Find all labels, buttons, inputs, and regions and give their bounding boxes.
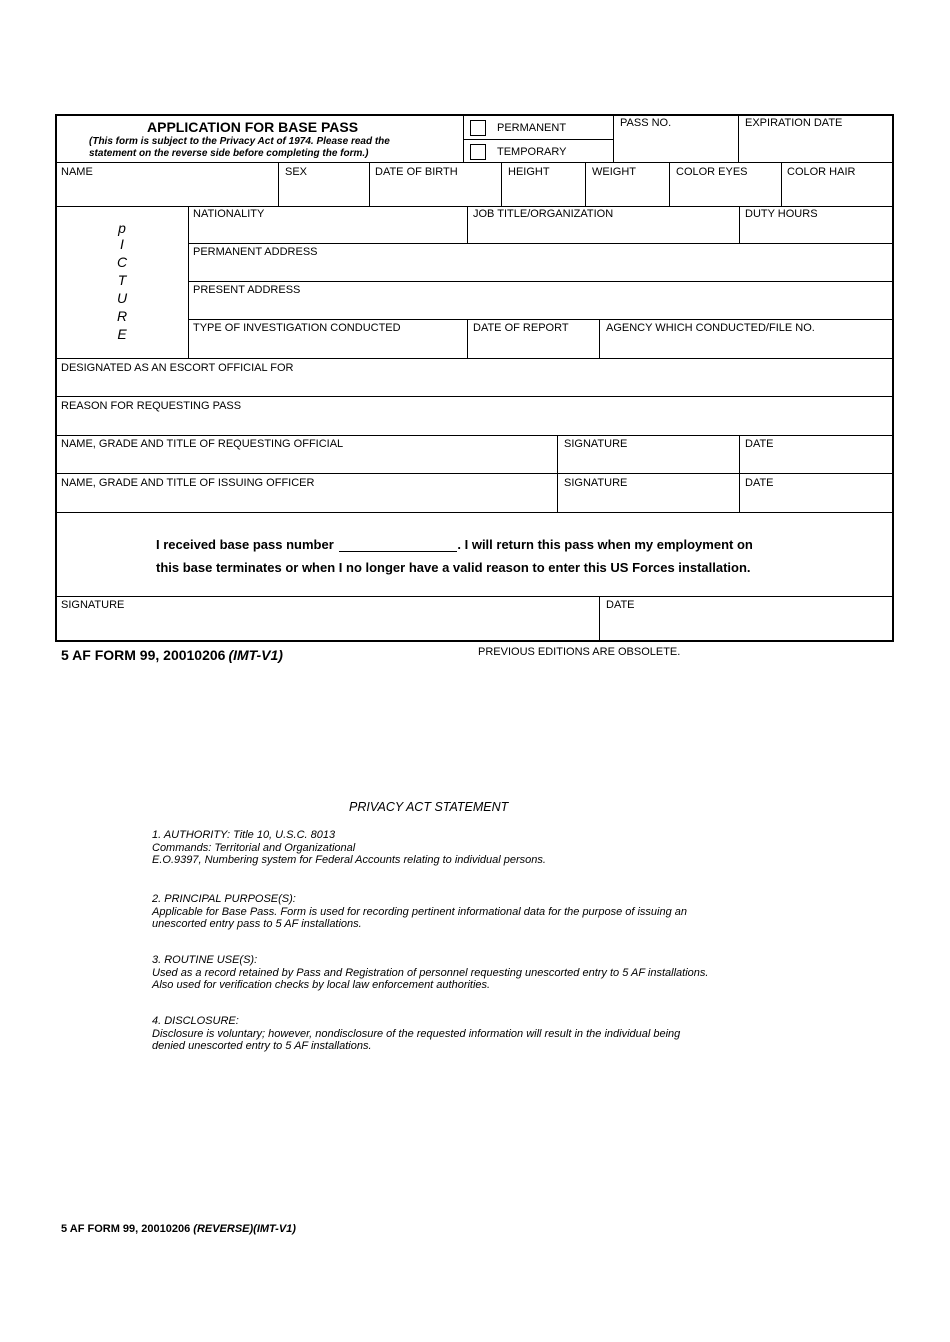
job-title-label: JOB TITLE/ORGANIZATION xyxy=(473,208,614,220)
issuing-signature-label: SIGNATURE xyxy=(564,477,628,489)
issuing-officer-label: NAME, GRADE AND TITLE OF ISSUING OFFICER xyxy=(61,477,315,489)
temporary-checkbox[interactable] xyxy=(470,144,486,160)
privacy-line: E.O.9397, Numbering system for Federal Accounts relating to individual persons. xyxy=(152,854,546,866)
privacy-line: Commands: Territorial and Organizational xyxy=(152,841,356,854)
picture-letter: p xyxy=(118,220,126,236)
privacy-line: 1. AUTHORITY: Title 10, U.S.C. 8013 xyxy=(152,829,336,841)
issuing-date-label: DATE xyxy=(745,477,774,489)
date-of-birth-label: DATE OF BIRTH xyxy=(375,166,458,178)
receipt-line2: this base terminates or when I no longer have a valid reason to enter this US Forces installation. xyxy=(156,560,751,575)
receipt-line1 xyxy=(156,537,753,552)
picture-letter: I xyxy=(120,236,124,252)
pass-no-label: PASS NO. xyxy=(620,117,672,129)
height-label: HEIGHT xyxy=(508,166,550,178)
expiration-date-label: EXPIRATION DATE xyxy=(745,117,843,129)
escort-label: DESIGNATED AS AN ESCORT OFFICIAL FOR xyxy=(61,362,294,374)
picture-letter: T xyxy=(117,272,127,288)
requesting-date-label: DATE xyxy=(745,438,774,450)
duty-hours-label: DUTY HOURS xyxy=(745,208,818,220)
form-version: (IMT-V1) xyxy=(228,647,283,663)
date-of-report-label: DATE OF REPORT xyxy=(473,322,569,334)
weight-label: WEIGHT xyxy=(592,166,636,178)
sex-label: SEX xyxy=(285,166,308,178)
nationality-label: NATIONALITY xyxy=(193,208,265,220)
privacy-line: 2. PRINCIPAL PURPOSE(S): xyxy=(152,893,296,905)
picture-letter: E xyxy=(117,326,127,342)
requesting-signature-label: SIGNATURE xyxy=(564,438,628,450)
applicant-signature-label: SIGNATURE xyxy=(61,599,125,611)
form-number: 5 AF FORM 99, 20010206 xyxy=(61,647,226,663)
permanent-address-label: PERMANENT ADDRESS xyxy=(193,246,318,258)
reverse-form-number: 5 AF FORM 99, 20010206 xyxy=(61,1223,191,1235)
picture-letter: R xyxy=(116,308,128,324)
requesting-official-label: NAME, GRADE AND TITLE OF REQUESTING OFFICIAL xyxy=(61,438,344,450)
previous-editions-note: PREVIOUS EDITIONS ARE OBSOLETE. xyxy=(478,646,681,658)
permanent-label: PERMANENT xyxy=(497,122,567,134)
form-title: APPLICATION FOR BASE PASS xyxy=(147,119,359,135)
reason-label: REASON FOR REQUESTING PASS xyxy=(61,400,242,412)
privacy-line: unescorted entry pass to 5 AF installations. xyxy=(152,918,362,930)
reverse-footer xyxy=(61,1223,296,1235)
investigation-type-label: TYPE OF INVESTIGATION CONDUCTED xyxy=(193,322,401,334)
privacy-note-line1: (This form is subject to the Privacy Act of 1974. Please read the xyxy=(89,136,390,147)
privacy-line: 4. DISCLOSURE: xyxy=(152,1015,239,1027)
color-eyes-label: COLOR EYES xyxy=(676,166,748,178)
picture-letter: C xyxy=(116,254,128,270)
present-address-label: PRESENT ADDRESS xyxy=(193,284,301,296)
receipt-text-part1: I received base pass number xyxy=(156,537,334,552)
privacy-line: Disclosure is voluntary; however, nondisclosure of the requested information will result in the individual being xyxy=(152,1027,681,1040)
color-hair-label: COLOR HAIR xyxy=(787,166,856,178)
permanent-checkbox[interactable] xyxy=(470,120,486,136)
temporary-label: TEMPORARY xyxy=(497,146,567,158)
privacy-line: Used as a record retained by Pass and Registration of personnel requesting unescorted entry to 5 AF installations. xyxy=(152,966,709,979)
pass-number-blank[interactable] xyxy=(339,537,457,552)
form-footer xyxy=(61,647,283,663)
name-label: NAME xyxy=(61,166,93,178)
privacy-line: 3. ROUTINE USE(S): xyxy=(152,954,258,966)
privacy-line: Applicable for Base Pass. Form is used for recording pertinent informational data for the purpose of issuing an xyxy=(152,905,688,918)
picture-letter: U xyxy=(116,290,128,306)
reverse-form-suffix: (REVERSE)(IMT-V1) xyxy=(193,1223,296,1235)
privacy-line: denied unescorted entry to 5 AF installations. xyxy=(152,1040,372,1052)
privacy-act-title: PRIVACY ACT STATEMENT xyxy=(349,800,509,814)
receipt-text-part2: . I will return this pass when my employment on xyxy=(457,537,753,552)
privacy-line: Also used for verification checks by local law enforcement authorities. xyxy=(152,979,491,991)
agency-label: AGENCY WHICH CONDUCTED/FILE NO. xyxy=(606,322,815,334)
applicant-date-label: DATE xyxy=(606,599,635,611)
privacy-note-line2: statement on the reverse side before completing the form.) xyxy=(89,148,369,159)
